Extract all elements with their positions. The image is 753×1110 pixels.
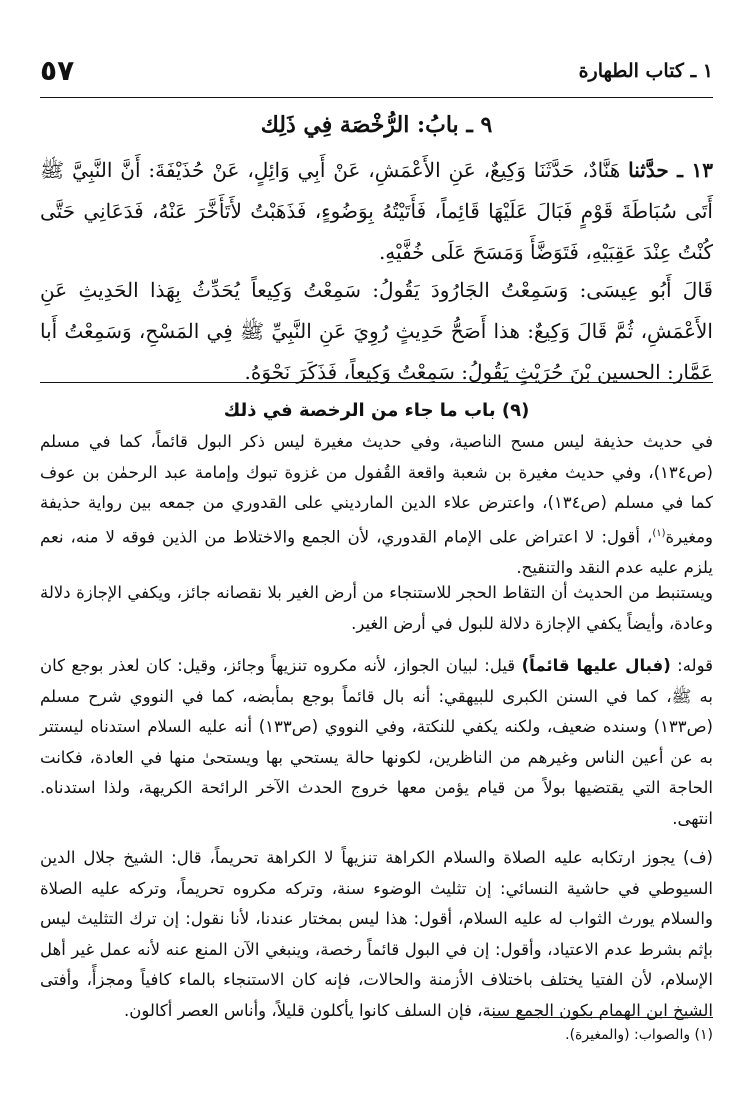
- hadith-text: [40, 150, 713, 273]
- header-divider: [40, 97, 713, 98]
- sharh-p1-tail: ، أقول: لا اعتراض على الإمام القدوري، لأن الجمع والاختلاط من الذين فوقه لا منه، نعم يلزم عليه عدم النقد والتنقيح.: [40, 527, 713, 577]
- sharh-paragraph-2: ويستنبط من الحديث أن التقاط الحجر للاستنجاء من أرض الغير بلا نقصانه جائز، ويكفي الإجازة دلالة وعادة، وأيضاً يكفي الإجازة دلالة للبول في أرض الغير.: [40, 583, 713, 633]
- sharh-p3-lead: قوله:: [670, 656, 713, 675]
- sharh-title: (٩) باب ما جاء من الرخصة في ذلك: [223, 400, 530, 421]
- bab-title: ٩ ـ بابُ: الرُّخْصَة فِي ذَلِك: [260, 112, 493, 138]
- footnote-divider: [493, 1017, 713, 1018]
- page-header: [40, 54, 713, 96]
- sharh-p3-quote: (فبال عليها قائماً): [521, 656, 671, 675]
- hadith-number: ١٣ ـ حدَّثنا: [628, 158, 714, 182]
- sharh-paragraph-3: [40, 651, 713, 834]
- sharh-paragraph-1: [40, 427, 713, 583]
- sharh-paragraph-4: (ف) يجوز ارتكابه عليه الصلاة والسلام الكراهة تنزيهاً لا الكراهة تحريماً، قال: الشيخ جلال الدين السيوطي في حاشية النسائي: إن تثليث الوضوء سنة، وتركه مكروه تحريماً، وتركه عليه الصلاة والسلام يورث الثواب له عليه السلام، أقول: هذا ليس بمختار عندنا، لأنا نقول: إن ترك التثليث ليس بإثم بشرط عدم الاعتياد، وأقول: إن في البول قائماً رخصة، وينبغي الآن المنع عنه لأنه عمل غير أهل الإسلام، لأن الفتيا يختلف باختلاف الأزمنة والحالات، فإنه كان الاستنجاء بالماء كافياً ومجزأً، وأفتى الشيخ ابن الهمام بكون الجمع سنة، فإن السلف كانوا يأكلون قليلاً، وأناس العصر أكالون.: [40, 848, 713, 1020]
- section-divider: [40, 382, 713, 383]
- abu-isa-comment: قَالَ أَبُو عِيسَى: وَسَمِعْتُ الجَارُودَ يَقُولُ: سَمِعْتُ وَكِيعاً يُحَدِّثُ بِهَذا الحَدِيثِ عَنِ الأَعْمَشِ، ثُمَّ قَالَ وَكِيعٌ: هذا أَصَحُّ حَدِيثٍ رُوِيَ عَنِ النَّبِيِّ ﷺ فِي المَسْحِ، وَسَمِعْتُ أَبا عَمَّار: الحسين بْنَ حُرَيْثٍ يَقُولُ: سَمِعْتُ وَكِيعاً، فَذَكَرَ نَحْوَهُ.: [40, 278, 713, 384]
- chapter-title: ١ ـ كتاب الطهارة: [578, 60, 713, 82]
- page-number: ٥٧: [40, 54, 75, 87]
- sharh-p1-text: في حديث حذيفة ليس مسح الناصية، وفي حديث مغيرة ليس ذكر البول قائماً، كما في مسلم (ص١٣٤)، وفي حديث مغيرة بن شعبة واقعة القُفول من غزوة تبوك وإمامة عبد الرحمٰن بن عوف كما في مسلم (ص١٣٤)، واعترض علاء الدين المارديني على القدوري من جمعه بين رواية حذيفة ومغيرة: [40, 432, 713, 546]
- sharh-p3-text: قيل: لبيان الجواز، لأنه مكروه تنزيهاً وجائز، وقيل: كان لعذر بوجع كان به ﷺ، كما في السنن الكبرى للبيهقي: أنه بال قائماً بوجع بمأبضه، كما في النووي شرح مسلم (ص١٣٣) وسنده ضعيف، ولكنه يكفي للنكتة، وفي النووي (ص١٣٣) أنه عليه السلام استدناه ليستتر به عن أعين الناس وغيرهم من الناظرين، لكونها حالة يستحي بها ويستحىٰ منها في العادة، فكانت الحاجة التي يقتضيها بولاً من قيام يؤمن معها خروج الحدث الآخر الرائحة الكريهة، ولذا استدناه. انتهى.: [40, 656, 713, 828]
- hadith-body: هَنَّادٌ، حَدَّثَنَا وَكِيعٌ، عَنِ الأَعْمَشِ، عَنْ أَبِي وَائِلٍ، عَنْ حُذَيْفَةَ: أَنَّ النَّبِيَّ ﷺ أَتَى سُبَاطَةَ قَوْمٍ فَبَالَ عَلَيْهَا قَائِماً، فَأَتَيْتُهُ بِوَضُوءٍ، فَذَهَبْتُ لأَتَأَخَّرَ عَنْهُ، فَدَعَانِي حَتَّى كُنْتُ عِنْدَ عَقِبَيْهِ، فَتَوَضَّأَ وَمَسَحَ عَلَى خُفَّيْهِ.: [40, 158, 713, 264]
- footnote: (١) والصواب: (والمغيرة).: [565, 1027, 713, 1043]
- footnote-marker[interactable]: (١): [652, 527, 666, 539]
